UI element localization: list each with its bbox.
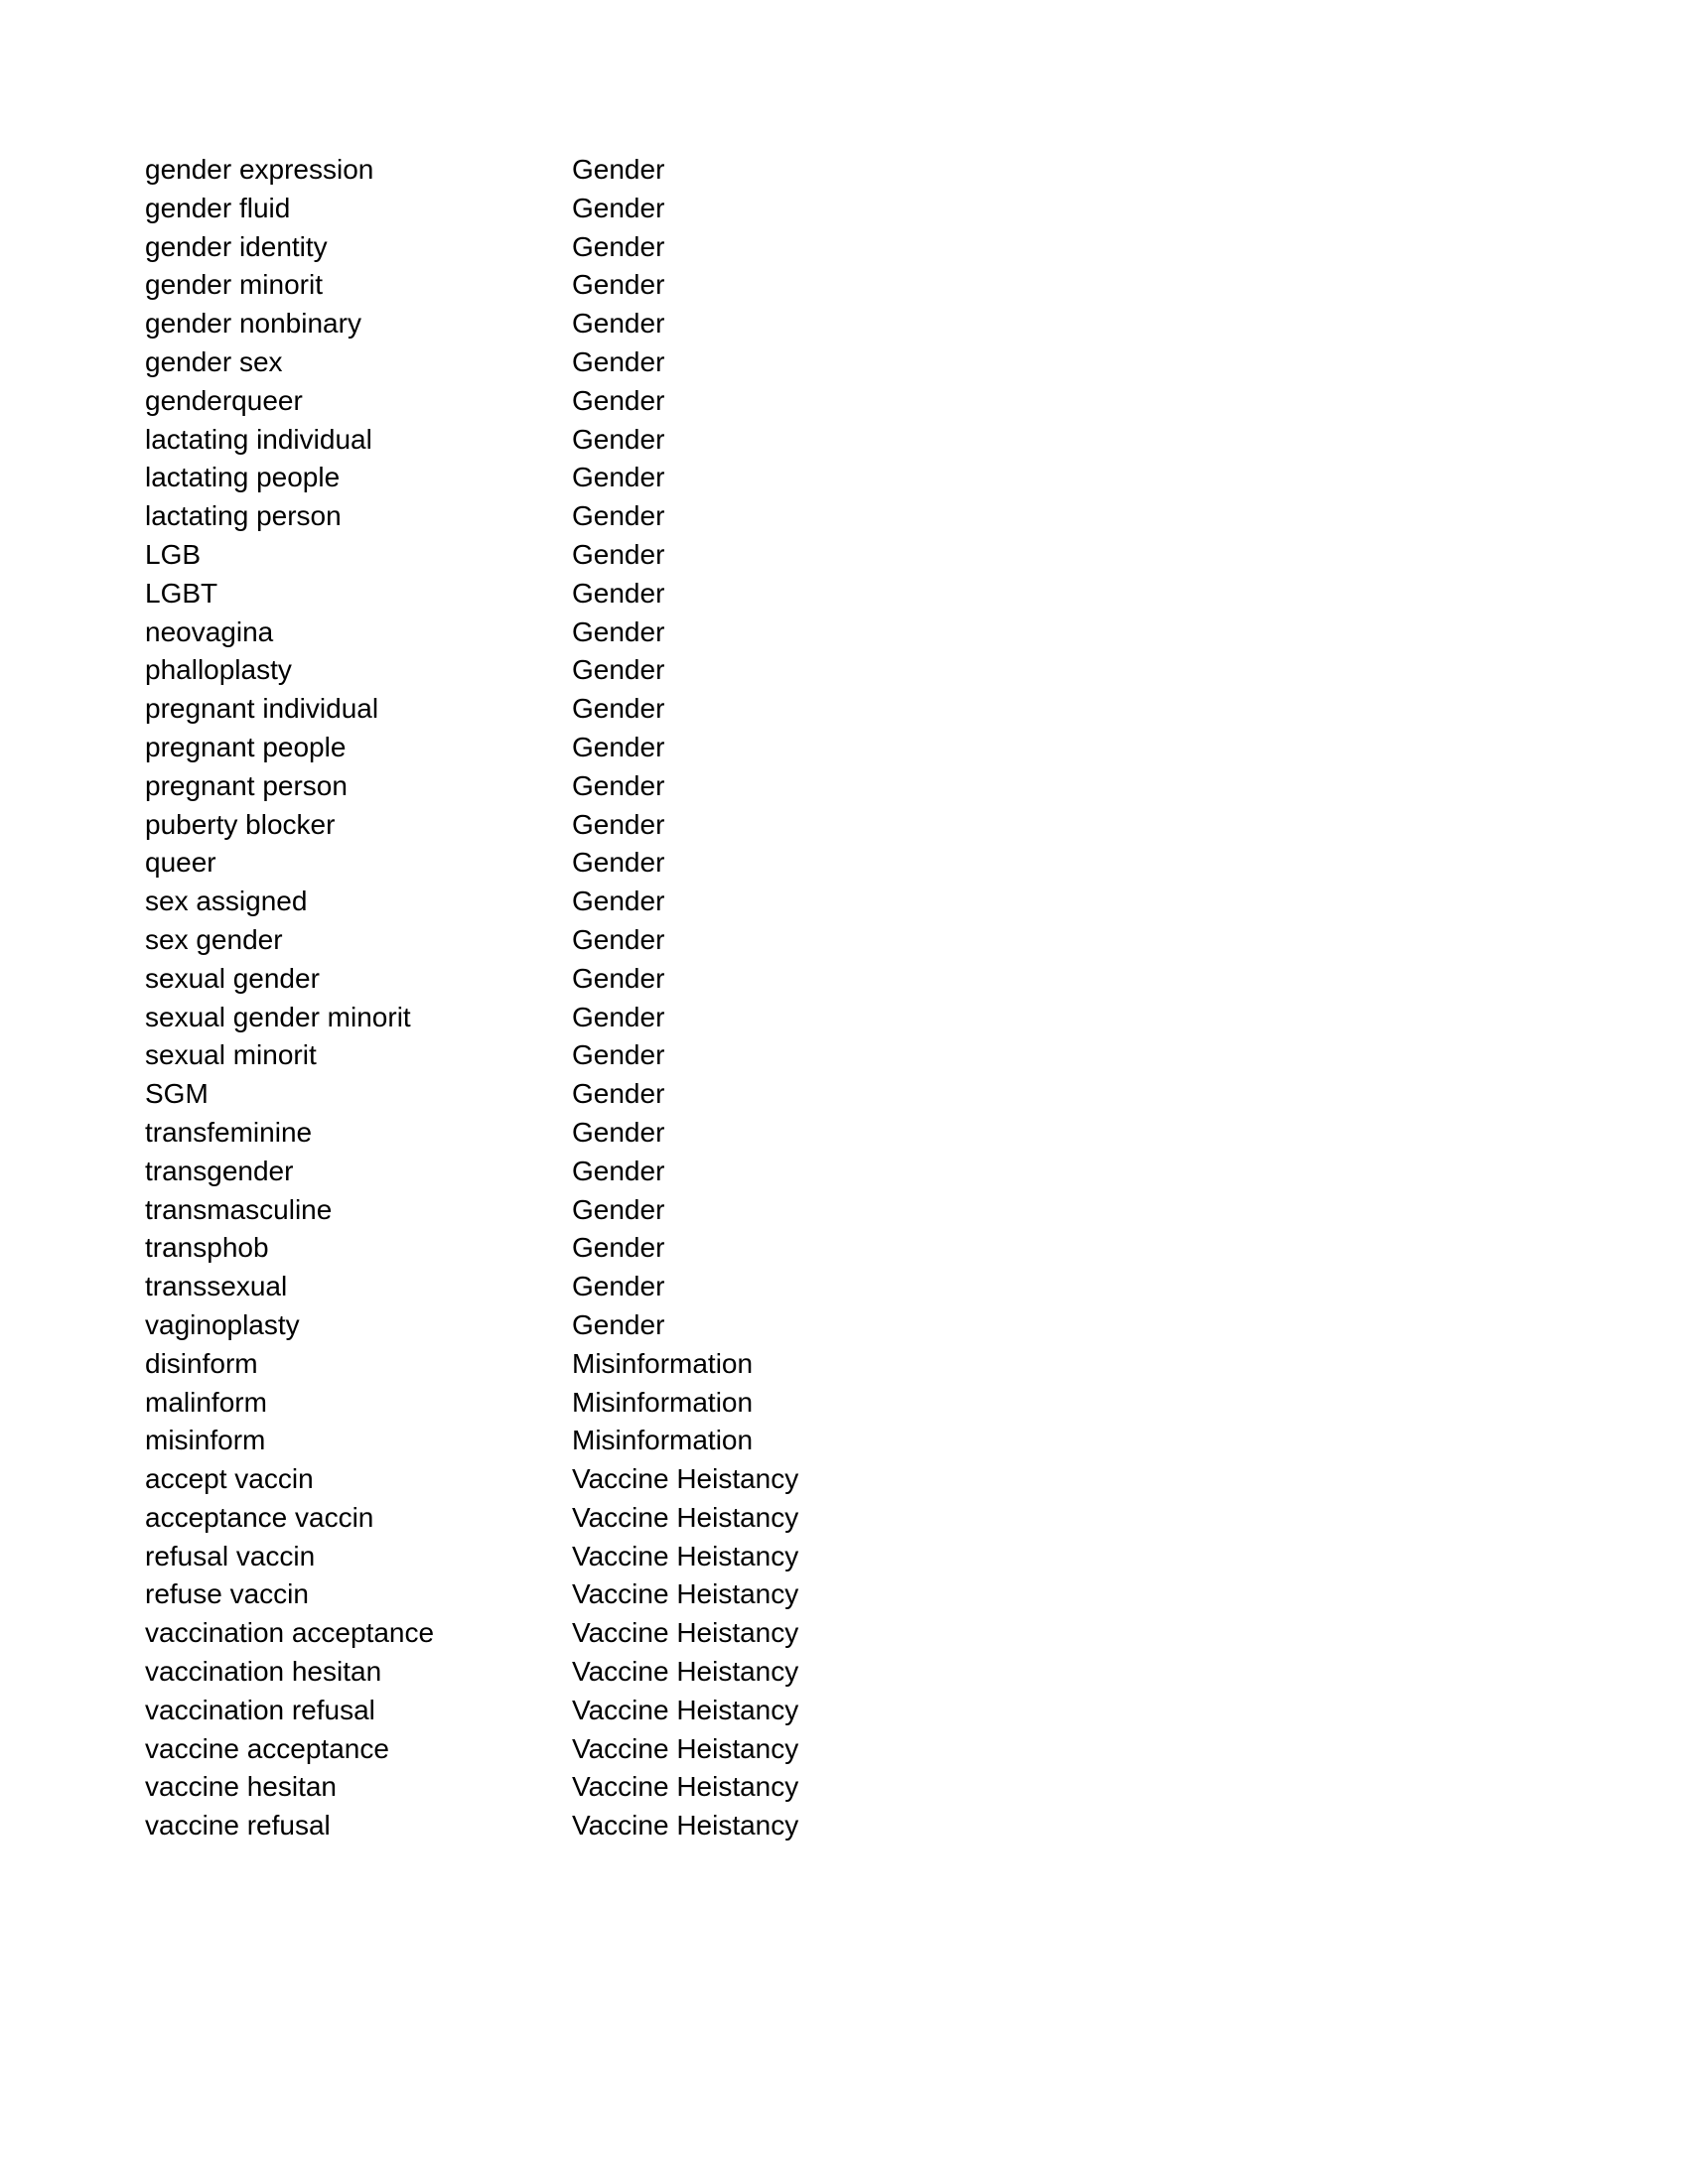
category-cell: Gender: [572, 1232, 665, 1264]
term-cell: sexual minorit: [145, 1039, 317, 1071]
category-cell: Gender: [572, 1308, 665, 1340]
term-cell: pregnant people: [145, 731, 347, 762]
term-cell: misinform: [145, 1425, 266, 1456]
term-cell: vaccination acceptance: [145, 1617, 435, 1649]
table-row: [145, 1692, 1039, 1730]
category-cell: Vaccine Heistancy: [572, 1501, 799, 1533]
term-cell: refuse vaccin: [145, 1578, 309, 1610]
category-cell: Gender: [572, 538, 665, 570]
table-row: [145, 228, 1039, 267]
term-cell: vaccine acceptance: [145, 1732, 389, 1764]
term-cell: lactating people: [145, 462, 341, 493]
table-row: [145, 1191, 1039, 1230]
term-cell: sexual gender minorit: [145, 1001, 411, 1032]
category-cell: Gender: [572, 500, 665, 532]
table-row: [145, 1268, 1039, 1306]
category-cell: Vaccine Heistancy: [572, 1732, 799, 1764]
table-row: [145, 1653, 1039, 1692]
term-cell: gender sex: [145, 345, 283, 377]
term-cell: accept vaccin: [145, 1463, 314, 1495]
category-cell: Gender: [572, 462, 665, 493]
category-cell: Gender: [572, 1193, 665, 1225]
category-cell: Misinformation: [572, 1386, 754, 1418]
category-cell: Gender: [572, 731, 665, 762]
category-cell: Vaccine Heistancy: [572, 1463, 799, 1495]
term-cell: gender minorit: [145, 269, 323, 301]
table-row: [145, 614, 1039, 652]
category-cell: Gender: [572, 192, 665, 223]
term-cell: sexual gender: [145, 962, 320, 994]
table-row: [145, 382, 1039, 421]
category-cell: Gender: [572, 847, 665, 879]
term-cell: neovagina: [145, 615, 274, 647]
term-cell: refusal vaccin: [145, 1540, 316, 1571]
table-row: [145, 1499, 1039, 1538]
category-cell: Gender: [572, 769, 665, 801]
table-row: [145, 1306, 1039, 1345]
term-cell: gender nonbinary: [145, 308, 361, 340]
category-cell: Gender: [572, 154, 665, 185]
category-cell: Vaccine Heistancy: [572, 1656, 799, 1688]
category-cell: Gender: [572, 1078, 665, 1110]
table-row: [145, 497, 1039, 536]
category-cell: Vaccine Heistancy: [572, 1771, 799, 1803]
category-cell: Gender: [572, 923, 665, 955]
table-row: [145, 767, 1039, 806]
table-row: [145, 1075, 1039, 1114]
category-cell: Gender: [572, 577, 665, 609]
term-cell: vaccination hesitan: [145, 1656, 382, 1688]
table-row: [145, 1768, 1039, 1807]
table-row: [145, 151, 1039, 190]
term-cell: lactating individual: [145, 423, 372, 455]
category-cell: Gender: [572, 230, 665, 262]
table-row: [145, 1036, 1039, 1075]
term-cell: sex assigned: [145, 886, 308, 917]
table-row: [145, 266, 1039, 305]
term-cell: pregnant individual: [145, 693, 379, 725]
term-cell: puberty blocker: [145, 808, 336, 840]
table-row: [145, 1575, 1039, 1614]
category-cell: Gender: [572, 1001, 665, 1032]
table-row: [145, 1460, 1039, 1499]
term-cell: queer: [145, 847, 216, 879]
table-row: [145, 1345, 1039, 1384]
category-cell: Misinformation: [572, 1347, 754, 1379]
table-row: [145, 536, 1039, 575]
table-row: [145, 1422, 1039, 1460]
table-row: [145, 1114, 1039, 1153]
table-row: [145, 1153, 1039, 1191]
table-row: [145, 883, 1039, 921]
table-row: [145, 690, 1039, 729]
category-cell: Vaccine Heistancy: [572, 1694, 799, 1725]
term-cell: pregnant person: [145, 769, 348, 801]
table-row: [145, 421, 1039, 460]
category-cell: Gender: [572, 1116, 665, 1148]
category-cell: Gender: [572, 308, 665, 340]
table-row: [145, 1807, 1039, 1845]
table-row: [145, 1614, 1039, 1653]
table-row: [145, 729, 1039, 767]
category-cell: Gender: [572, 1039, 665, 1071]
category-cell: Vaccine Heistancy: [572, 1540, 799, 1571]
term-cell: genderqueer: [145, 384, 303, 416]
table-row: [145, 459, 1039, 497]
term-cell: vaccine hesitan: [145, 1771, 338, 1803]
term-cell: vaginoplasty: [145, 1308, 300, 1340]
table-row: [145, 190, 1039, 228]
table-row: [145, 960, 1039, 999]
category-cell: Gender: [572, 693, 665, 725]
term-cell: sex gender: [145, 923, 283, 955]
table-row: [145, 1730, 1039, 1769]
term-cell: transmasculine: [145, 1193, 333, 1225]
category-cell: Vaccine Heistancy: [572, 1810, 799, 1842]
category-cell: Gender: [572, 423, 665, 455]
category-cell: Gender: [572, 886, 665, 917]
term-category-list: [145, 151, 1039, 1845]
term-cell: vaccination refusal: [145, 1694, 375, 1725]
term-cell: lactating person: [145, 500, 342, 532]
table-row: [145, 999, 1039, 1037]
category-cell: Gender: [572, 269, 665, 301]
table-row: [145, 343, 1039, 382]
table-row: [145, 844, 1039, 883]
term-cell: LGB: [145, 538, 202, 570]
term-cell: phalloplasty: [145, 654, 292, 686]
term-cell: transphob: [145, 1232, 269, 1264]
term-cell: gender fluid: [145, 192, 291, 223]
category-cell: Gender: [572, 962, 665, 994]
table-row: [145, 1384, 1039, 1423]
table-row: [145, 806, 1039, 845]
table-row: [145, 921, 1039, 960]
term-cell: transfeminine: [145, 1116, 313, 1148]
category-cell: Gender: [572, 1271, 665, 1302]
category-cell: Gender: [572, 1155, 665, 1186]
category-cell: Gender: [572, 654, 665, 686]
table-row: [145, 1538, 1039, 1576]
category-cell: Gender: [572, 615, 665, 647]
table-row: [145, 305, 1039, 343]
category-cell: Vaccine Heistancy: [572, 1617, 799, 1649]
term-cell: transgender: [145, 1155, 294, 1186]
category-cell: Misinformation: [572, 1425, 754, 1456]
category-cell: Vaccine Heistancy: [572, 1578, 799, 1610]
term-cell: vaccine refusal: [145, 1810, 331, 1842]
term-cell: gender identity: [145, 230, 328, 262]
term-cell: acceptance vaccin: [145, 1501, 374, 1533]
term-cell: disinform: [145, 1347, 258, 1379]
term-cell: LGBT: [145, 577, 218, 609]
table-row: [145, 1229, 1039, 1268]
category-cell: Gender: [572, 345, 665, 377]
table-row: [145, 575, 1039, 614]
category-cell: Gender: [572, 384, 665, 416]
term-cell: SGM: [145, 1078, 209, 1110]
table-row: [145, 651, 1039, 690]
term-cell: malinform: [145, 1386, 267, 1418]
category-cell: Gender: [572, 808, 665, 840]
term-cell: transsexual: [145, 1271, 288, 1302]
term-cell: gender expression: [145, 154, 374, 185]
